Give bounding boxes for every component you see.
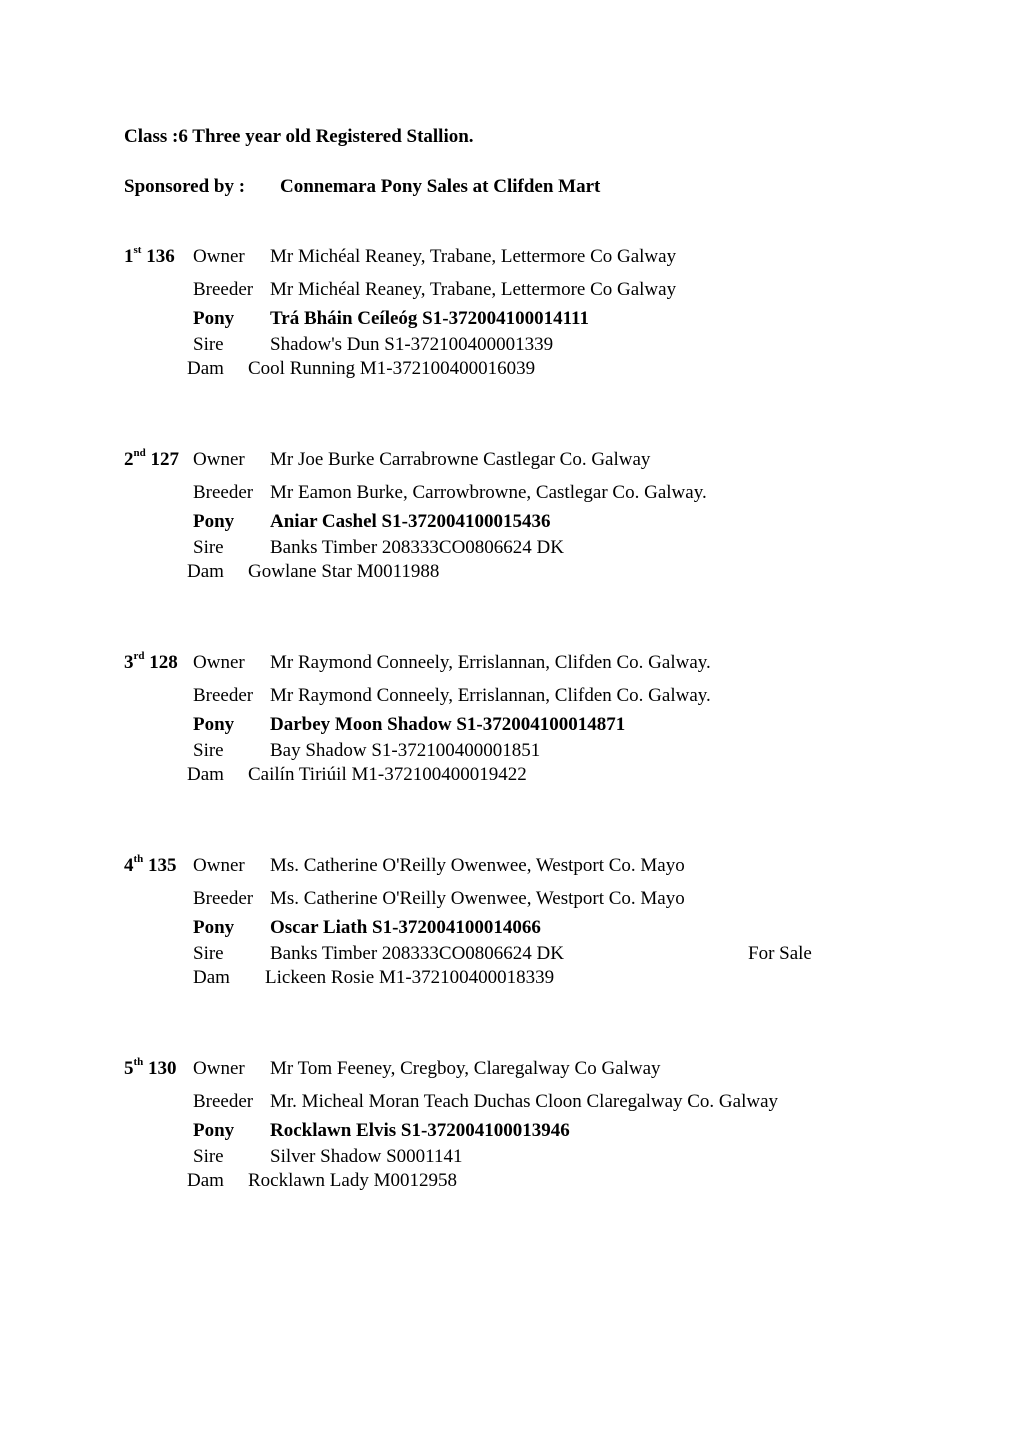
place-number: 2 [124,449,134,470]
place-suffix: st [133,243,142,256]
sire-value: Banks Timber 208333CO0806624 DK [270,943,564,964]
owner-label: Owner [193,855,245,876]
dam-value: Cailín Tiriúil M1-372100400019422 [248,764,527,785]
breeder-value: Mr Michéal Reaney, Trabane, Lettermore Co Galway [270,279,677,300]
dam-label: Dam [193,967,230,988]
dam-value: Lickeen Rosie M1-372100400018339 [265,967,555,988]
sponsor-label: Sponsored by : [124,176,246,197]
place-number: 3 [124,652,134,673]
entry-number: 128 [149,652,178,673]
sire-label: Sire [193,1146,224,1167]
place-suffix: th [133,1055,144,1068]
breeder-label: Breeder [193,482,254,503]
pony-label: Pony [193,917,235,938]
place-number: 1 [124,246,134,267]
sire-label: Sire [193,334,224,355]
breeder-value: Ms. Catherine O'Reilly Owenwee, Westport Co. Mayo [270,888,685,909]
dam-value: Rocklawn Lady M0012958 [248,1170,457,1191]
owner-label: Owner [193,246,245,267]
for-sale-note: For Sale [748,943,812,964]
pony-label: Pony [193,714,235,735]
pony-value: Darbey Moon Shadow S1-372004100014871 [270,714,626,735]
entry-number: 136 [146,246,175,267]
owner-value: Mr Joe Burke Carrabrowne Castlegar Co. Galway [270,449,651,470]
owner-value: Mr Raymond Conneely, Errislannan, Clifden Co. Galway. [270,652,711,673]
owner-label: Owner [193,1058,245,1079]
pony-label: Pony [193,511,235,532]
entry-number: 135 [148,855,177,876]
pony-value: Trá Bháin Ceíleóg S1-372004100014111 [270,308,589,329]
pony-label: Pony [193,308,235,329]
breeder-label: Breeder [193,685,254,706]
place-suffix: nd [133,446,146,459]
class-title: Class :6 Three year old Registered Stallion. [124,126,474,147]
breeder-label: Breeder [193,279,254,300]
entry-place [124,243,175,268]
dam-label: Dam [187,358,224,379]
place-suffix: th [133,852,144,865]
sire-label: Sire [193,943,224,964]
breeder-label: Breeder [193,1091,254,1112]
pony-value: Rocklawn Elvis S1-372004100013946 [270,1120,570,1141]
owner-label: Owner [193,449,245,470]
sire-value: Bay Shadow S1-372100400001851 [270,740,541,761]
breeder-value: Mr. Micheal Moran Teach Duchas Cloon Claregalway Co. Galway [270,1091,779,1112]
entry-place [124,446,179,471]
breeder-label: Breeder [193,888,254,909]
owner-label: Owner [193,652,245,673]
entry-place [124,649,178,674]
entry-place [124,1055,177,1080]
place-number: 5 [124,1058,134,1079]
owner-value: Mr Michéal Reaney, Trabane, Lettermore Co Galway [270,246,677,267]
pony-value: Aniar Cashel S1-372004100015436 [270,511,551,532]
dam-label: Dam [187,764,224,785]
owner-value: Ms. Catherine O'Reilly Owenwee, Westport Co. Mayo [270,855,685,876]
sire-value: Silver Shadow S0001141 [270,1146,463,1167]
sponsor-name: Connemara Pony Sales at Clifden Mart [280,176,601,197]
entry-place [124,852,177,877]
sire-label: Sire [193,537,224,558]
dam-value: Gowlane Star M0011988 [248,561,440,582]
entry-number: 127 [150,449,179,470]
breeder-value: Mr Raymond Conneely, Errislannan, Clifden Co. Galway. [270,685,711,706]
breeder-value: Mr Eamon Burke, Carrowbrowne, Castlegar Co. Galway. [270,482,707,503]
dam-label: Dam [187,1170,224,1191]
dam-label: Dam [187,561,224,582]
entry-number: 130 [148,1058,177,1079]
sire-value: Banks Timber 208333CO0806624 DK [270,537,564,558]
pony-value: Oscar Liath S1-372004100014066 [270,917,541,938]
dam-value: Cool Running M1-372100400016039 [248,358,536,379]
owner-value: Mr Tom Feeney, Cregboy, Claregalway Co Galway [270,1058,661,1079]
sire-value: Shadow's Dun S1-372100400001339 [270,334,554,355]
pony-label: Pony [193,1120,235,1141]
sire-label: Sire [193,740,224,761]
place-number: 4 [124,855,134,876]
place-suffix: rd [133,649,145,662]
